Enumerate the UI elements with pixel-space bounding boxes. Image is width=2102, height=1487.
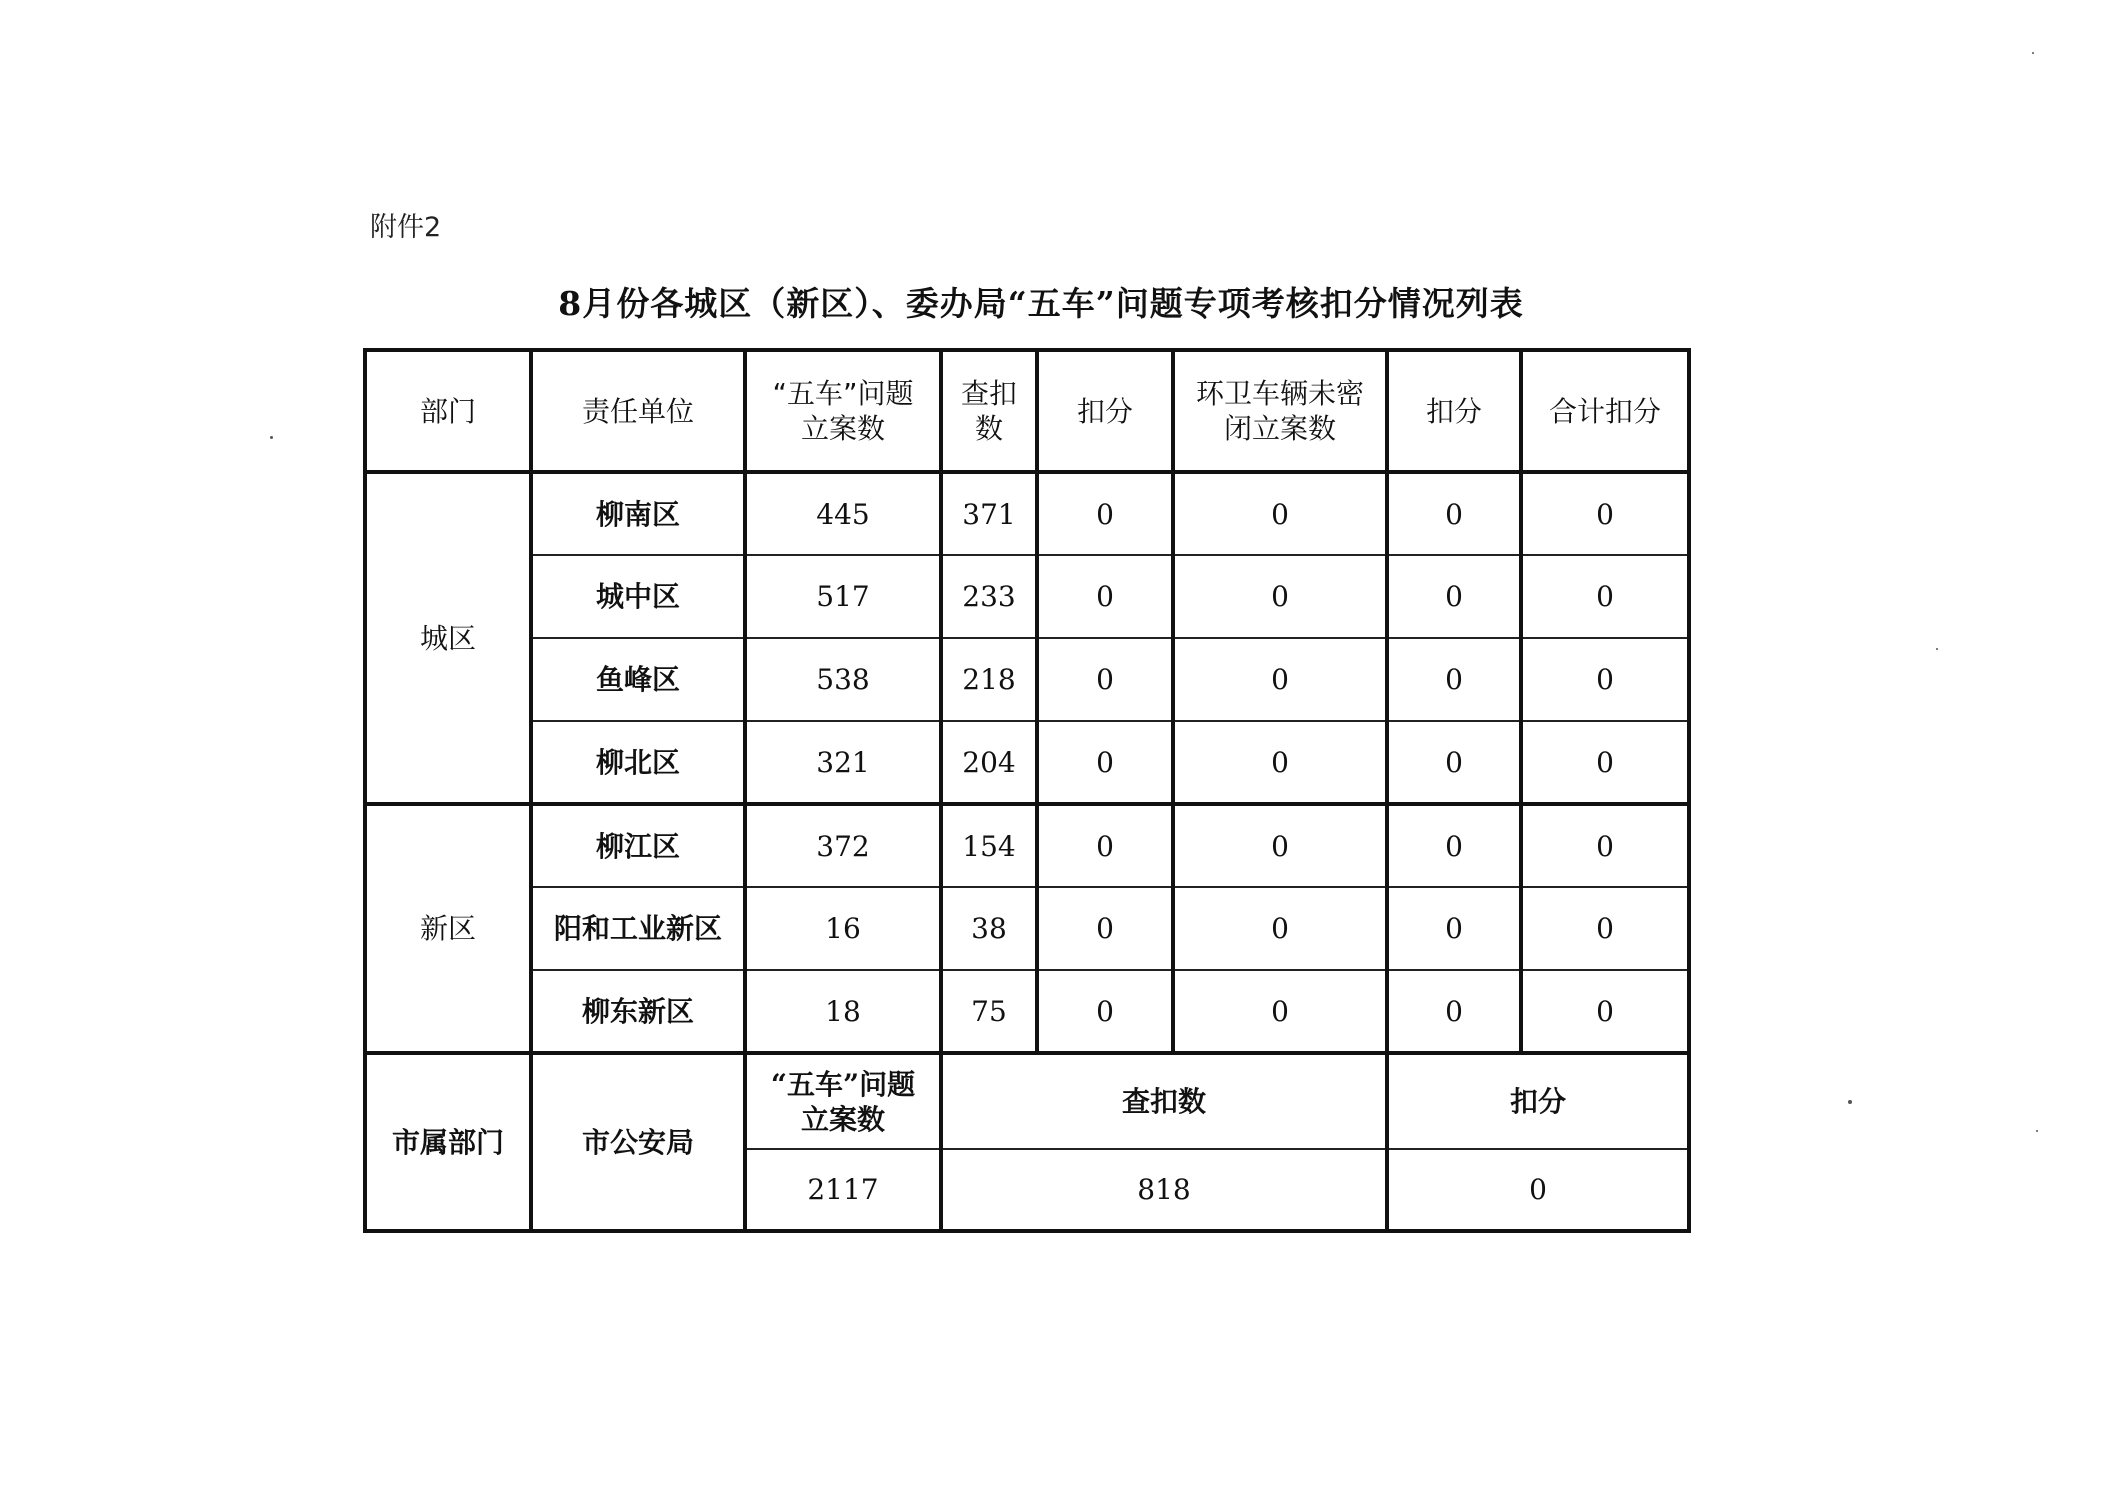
total-cell: 0 <box>1521 721 1689 804</box>
header-total: 合计扣分 <box>1521 350 1689 472</box>
unit-cell: 柳东新区 <box>531 970 745 1053</box>
deduct2-cell: 0 <box>1387 970 1521 1053</box>
deduct2-cell: 0 <box>1387 472 1521 555</box>
cases-cell: 538 <box>745 638 941 721</box>
header-cases <box>745 350 941 472</box>
city-cases-value: 2117 <box>745 1149 941 1231</box>
scan-speck <box>1936 648 1938 650</box>
total-cell: 0 <box>1521 638 1689 721</box>
unit-cell: 柳南区 <box>531 472 745 555</box>
deduct2-cell: 0 <box>1387 555 1521 638</box>
total-cell: 0 <box>1521 804 1689 887</box>
unit-cell: 鱼峰区 <box>531 638 745 721</box>
header-sanitation <box>1173 350 1387 472</box>
check-cell: 233 <box>941 555 1037 638</box>
header-deduct2: 扣分 <box>1387 350 1521 472</box>
unit-cell-police: 市公安局 <box>531 1053 745 1231</box>
deduct2-cell: 0 <box>1387 887 1521 970</box>
table-row <box>365 804 1689 887</box>
city-cases-header <box>745 1053 941 1149</box>
scan-speck <box>1848 1100 1852 1104</box>
sanitation-cell: 0 <box>1173 472 1387 555</box>
deduct1-cell: 0 <box>1037 804 1173 887</box>
sanitation-cell: 0 <box>1173 804 1387 887</box>
cases-cell: 321 <box>745 721 941 804</box>
deduct2-cell: 0 <box>1387 638 1521 721</box>
total-cell: 0 <box>1521 887 1689 970</box>
scan-speck <box>2036 1130 2038 1132</box>
check-cell: 38 <box>941 887 1037 970</box>
total-cell: 0 <box>1521 472 1689 555</box>
cases-cell: 517 <box>745 555 941 638</box>
deduct1-cell: 0 <box>1037 638 1173 721</box>
unit-cell: 城中区 <box>531 555 745 638</box>
header-cases-line1: “五车”问题 <box>772 377 914 410</box>
header-cases-line2: 立案数 <box>800 412 885 445</box>
table-row <box>365 970 1689 1053</box>
header-sanitation-line1: 环卫车辆未密 <box>1195 377 1364 410</box>
check-cell: 75 <box>941 970 1037 1053</box>
header-sanitation-line2: 闭立案数 <box>1223 412 1336 445</box>
sanitation-cell: 0 <box>1173 970 1387 1053</box>
table-row <box>365 887 1689 970</box>
city-cases-header-line2: 立案数 <box>800 1102 885 1136</box>
unit-cell: 柳北区 <box>531 721 745 804</box>
dept-cell-new-district: 新区 <box>365 804 531 1053</box>
scan-speck <box>2032 52 2034 54</box>
sanitation-cell: 0 <box>1173 555 1387 638</box>
header-deduct1: 扣分 <box>1037 350 1173 472</box>
header-check-line1: 查扣 <box>960 377 1017 410</box>
deduct2-cell: 0 <box>1387 804 1521 887</box>
check-cell: 218 <box>941 638 1037 721</box>
table-row <box>365 721 1689 804</box>
unit-cell: 阳和工业新区 <box>531 887 745 970</box>
city-deduct-value: 0 <box>1387 1149 1689 1231</box>
total-cell: 0 <box>1521 970 1689 1053</box>
document-title-text: 8月份各城区（新区）、委办局“五车”问题专项考核扣分情况列表 <box>558 284 1524 323</box>
dept-cell-urban: 城区 <box>365 472 531 804</box>
cases-cell: 16 <box>745 887 941 970</box>
total-cell: 0 <box>1521 555 1689 638</box>
city-deduct-header: 扣分 <box>1387 1053 1689 1149</box>
check-cell: 204 <box>941 721 1037 804</box>
sanitation-cell: 0 <box>1173 638 1387 721</box>
deduct1-cell: 0 <box>1037 555 1173 638</box>
unit-cell: 柳江区 <box>531 804 745 887</box>
table-row <box>365 638 1689 721</box>
check-cell: 371 <box>941 472 1037 555</box>
scan-speck <box>270 436 273 439</box>
city-header-row <box>365 1053 1689 1149</box>
deduction-table <box>363 348 1691 1233</box>
city-cases-header-line1: “五车”问题 <box>770 1067 916 1101</box>
dept-cell-city: 市属部门 <box>365 1053 531 1231</box>
header-dept: 部门 <box>365 350 531 472</box>
table-row <box>365 555 1689 638</box>
city-check-header: 查扣数 <box>941 1053 1387 1149</box>
city-check-value: 818 <box>941 1149 1387 1231</box>
header-unit: 责任单位 <box>531 350 745 472</box>
check-cell: 154 <box>941 804 1037 887</box>
sanitation-cell: 0 <box>1173 721 1387 804</box>
deduct1-cell: 0 <box>1037 887 1173 970</box>
deduct2-cell: 0 <box>1387 721 1521 804</box>
cases-cell: 18 <box>745 970 941 1053</box>
cases-cell: 372 <box>745 804 941 887</box>
attachment-label: 附件2 <box>370 212 442 243</box>
deduct1-cell: 0 <box>1037 970 1173 1053</box>
document-title <box>0 278 2102 325</box>
header-check <box>941 350 1037 472</box>
header-check-line2: 数 <box>974 412 1003 445</box>
deduct1-cell: 0 <box>1037 721 1173 804</box>
table-header-row <box>365 350 1689 472</box>
sanitation-cell: 0 <box>1173 887 1387 970</box>
table-row <box>365 472 1689 555</box>
deduct1-cell: 0 <box>1037 472 1173 555</box>
cases-cell: 445 <box>745 472 941 555</box>
